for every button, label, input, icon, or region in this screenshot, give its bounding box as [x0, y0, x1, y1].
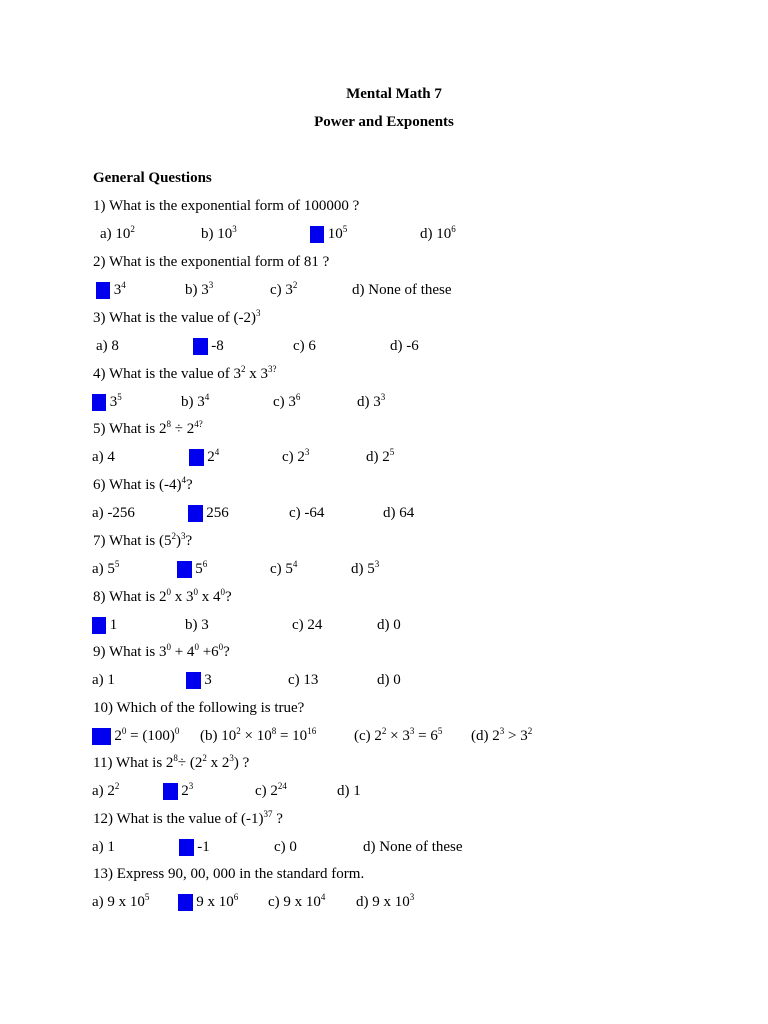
q1-option-c — [310, 226, 347, 243]
text-span: c) 6 — [293, 338, 316, 354]
question-3 — [93, 310, 261, 327]
text-span: c) 3 — [273, 394, 296, 410]
exponent-text: 8 — [166, 419, 171, 429]
text-span: c) 2 — [255, 783, 278, 799]
text-span: 10) Which of the following is true? — [93, 700, 305, 716]
exponent-text: 5 — [144, 892, 150, 902]
question-1 — [93, 198, 359, 215]
q2-option-d — [352, 282, 452, 299]
text-span: -1 — [193, 839, 210, 855]
document-subtitle: Power and Exponents — [314, 114, 454, 130]
exponent-text: 3 — [380, 392, 386, 402]
q12-option-c — [274, 839, 297, 856]
text-span: 2 — [110, 728, 122, 744]
exponent-text: 6 — [233, 892, 239, 902]
exponent-text: 4 — [121, 280, 126, 290]
text-span: ÷ 2 — [170, 421, 195, 437]
q12-option-d — [363, 839, 463, 856]
text-span: ? — [185, 533, 193, 549]
text-span: (c) 2 — [354, 728, 382, 744]
text-span: a) 8 — [96, 338, 119, 354]
text-span: 1 — [106, 617, 118, 633]
q10-option-a — [92, 728, 179, 745]
exponent-text: 2 — [114, 781, 120, 791]
text-span: 8) What is 2 — [93, 589, 167, 605]
text-span: d) 2 — [366, 449, 390, 465]
q3-option-b — [193, 338, 224, 355]
q7-option-c — [270, 561, 297, 578]
text-span: 3 — [200, 672, 212, 688]
exponent-text: 3 — [256, 308, 261, 318]
exponent-text: 2 — [202, 753, 207, 763]
exponent-text: 4 — [292, 559, 298, 569]
q10-option-c — [354, 728, 442, 745]
q13-option-c — [268, 894, 325, 911]
answer-highlight: b) — [164, 783, 177, 799]
q12-option-b — [179, 839, 210, 856]
exponent-text: 5 — [437, 726, 443, 736]
text-span: c) 9 x 10 — [268, 894, 321, 910]
exponent-text: 3? — [268, 364, 277, 374]
text-span: d) 10 — [420, 226, 452, 242]
answer-highlight: b) — [190, 449, 203, 465]
exponent-text: 4 — [181, 475, 186, 485]
text-span: d) -6 — [390, 338, 419, 354]
text-span: d) 9 x 10 — [356, 894, 410, 910]
question-10 — [93, 700, 304, 717]
q1-option-d — [420, 226, 456, 243]
exponent-text: 3 — [374, 559, 380, 569]
q8-option-c — [292, 617, 322, 634]
exponent-text: 3 — [499, 726, 505, 736]
question-2 — [93, 254, 329, 271]
exponent-text: 3 — [409, 892, 415, 902]
exponent-text: 3 — [304, 447, 310, 457]
q5-option-b — [189, 449, 219, 466]
exponent-text: 0 — [220, 587, 225, 597]
question-7 — [93, 533, 192, 550]
exponent-text: 2 — [130, 224, 135, 234]
exponent-text: 4 — [204, 392, 210, 402]
exponent-text: 3 — [409, 726, 415, 736]
exponent-text: 0 — [194, 642, 199, 652]
document-title: Mental Math 7 — [346, 86, 442, 102]
text-span: c) 13 — [288, 672, 319, 688]
text-span: 9) What is 3 — [93, 644, 167, 660]
exponent-text: 2 — [381, 726, 387, 736]
exponent-text: 37 — [263, 809, 273, 819]
text-span: a) 2 — [92, 783, 115, 799]
question-6 — [93, 477, 193, 494]
answer-highlight: c) — [311, 226, 323, 242]
exponent-text: 2 — [236, 726, 241, 736]
question-13 — [93, 866, 364, 883]
q13-option-b — [178, 894, 238, 911]
text-span: = (100) — [126, 728, 175, 744]
q7-option-b — [177, 561, 207, 578]
text-span: 9 x 10 — [192, 894, 234, 910]
text-span: 1) What is the exponential form of 100000 ? — [93, 198, 360, 214]
text-span: d) 3 — [357, 394, 381, 410]
q1-option-b — [201, 226, 237, 243]
text-span: 2) What is the exponential form of 81 ? — [93, 254, 330, 270]
exponent-text: 6 — [295, 392, 301, 402]
text-span: a) 5 — [92, 561, 115, 577]
exponent-text: 3 — [208, 280, 214, 290]
text-span: a) 4 — [92, 449, 115, 465]
text-span: 3) What is the value of (-2) — [93, 310, 257, 326]
text-span: 256 — [202, 505, 229, 521]
answer-highlight: b) — [189, 505, 202, 521]
answer-highlight: a) — [93, 617, 105, 633]
text-span: 10 — [324, 226, 343, 242]
q9-option-c — [288, 672, 318, 689]
q5-option-a — [92, 449, 115, 466]
exponent-text: 0 — [193, 587, 198, 597]
text-span: = 10 — [276, 728, 308, 744]
text-span: d) 64 — [383, 505, 415, 521]
text-span: 11) What is 2 — [93, 755, 174, 771]
answer-highlight: (a) — [93, 728, 110, 744]
answer-highlight: b) — [194, 338, 207, 354]
text-span: ) ? — [233, 755, 250, 771]
text-span: c) 24 — [292, 617, 323, 633]
q5-option-d — [366, 449, 394, 466]
text-span: ? — [185, 477, 193, 493]
exponent-text: 4? — [194, 419, 203, 429]
exponent-text: 2 — [292, 280, 298, 290]
exponent-text: 3 — [180, 531, 186, 541]
exponent-text: 5 — [117, 392, 122, 402]
q11-option-d — [337, 783, 361, 800]
exponent-text: 8 — [173, 753, 178, 763]
text-span: x 3 — [170, 589, 194, 605]
exponent-text: 2 — [527, 726, 533, 736]
q2-option-b — [185, 282, 213, 299]
text-span: x 3 — [249, 366, 269, 382]
question-8 — [93, 589, 232, 606]
exponent-text: 3 — [232, 224, 237, 234]
text-span: d) None of these — [363, 839, 463, 855]
question-5 — [93, 421, 203, 438]
text-span: = 6 — [414, 728, 438, 744]
question-4 — [93, 366, 277, 383]
text-span: ? — [223, 644, 230, 660]
text-span: c) -64 — [289, 505, 325, 521]
q4-option-b — [181, 394, 209, 411]
text-span: a) 1 — [92, 672, 115, 688]
exponent-text: 5 — [342, 224, 348, 234]
answer-highlight: b) — [180, 839, 193, 855]
q12-option-a — [92, 839, 115, 856]
q7-option-a — [92, 561, 119, 578]
text-span: 4) What is the value of 3 — [93, 366, 242, 382]
q9-option-a — [92, 672, 115, 689]
exponent-text: 3 — [188, 781, 194, 791]
text-span: d) 0 — [377, 617, 401, 633]
text-span: > 3 — [504, 728, 528, 744]
text-span: 5 — [191, 561, 203, 577]
text-span: c) 3 — [270, 282, 293, 298]
q8-option-a — [92, 617, 117, 634]
q3-option-a — [96, 338, 119, 355]
q5-option-c — [282, 449, 309, 466]
text-span: c) 2 — [282, 449, 305, 465]
text-span: 2 — [203, 449, 215, 465]
text-span: ) — [175, 533, 181, 549]
q3-option-c — [293, 338, 316, 355]
exponent-text: 16 — [307, 726, 317, 736]
text-span: d) 1 — [337, 783, 361, 799]
exponent-text: 5 — [114, 559, 120, 569]
text-span: 6) What is (-4) — [93, 477, 182, 493]
text-span: d) 5 — [351, 561, 375, 577]
q2-option-a — [96, 282, 126, 299]
exponent-text: 0 — [166, 642, 171, 652]
text-span: 3 — [110, 282, 122, 298]
text-span: a) 9 x 10 — [92, 894, 145, 910]
text-span: a) 10 — [100, 226, 131, 242]
exponent-text: 4 — [214, 447, 220, 457]
exponent-text: 24 — [277, 781, 287, 791]
q6-option-a — [92, 505, 135, 522]
exponent-text: 8 — [271, 726, 277, 736]
text-span: d) 0 — [377, 672, 401, 688]
q9-option-d — [377, 672, 401, 689]
q6-option-b — [188, 505, 229, 522]
text-span: 5) What is 2 — [93, 421, 167, 437]
exponent-text: 4 — [320, 892, 326, 902]
q10-option-b — [200, 728, 316, 745]
text-span: 3 — [106, 394, 118, 410]
text-span: ÷ (2 — [177, 755, 203, 771]
text-span: -8 — [207, 338, 224, 354]
text-span: b) 3 — [181, 394, 205, 410]
text-span: a) 1 — [92, 839, 115, 855]
q10-option-d — [471, 728, 532, 745]
answer-highlight: a) — [97, 282, 109, 298]
text-span: b) 3 — [185, 617, 209, 633]
text-span: b) 10 — [201, 226, 233, 242]
answer-highlight: b) — [187, 672, 200, 688]
q3-option-d — [390, 338, 419, 355]
answer-highlight: b) — [178, 561, 191, 577]
question-11 — [93, 755, 249, 772]
text-span: × 3 — [386, 728, 410, 744]
text-span: x 2 — [206, 755, 230, 771]
text-span: d) None of these — [352, 282, 452, 298]
answer-highlight: b) — [179, 894, 192, 910]
q2-option-c — [270, 282, 297, 299]
exponent-text: 2 — [171, 531, 176, 541]
text-span: 7) What is (5 — [93, 533, 172, 549]
q7-option-d — [351, 561, 379, 578]
q8-option-d — [377, 617, 401, 634]
exponent-text: 0 — [121, 726, 127, 736]
q6-option-d — [383, 505, 414, 522]
exponent-text: 0 — [174, 726, 180, 736]
q11-option-c — [255, 783, 287, 800]
text-span: c) 0 — [274, 839, 297, 855]
text-span: (b) 10 — [200, 728, 237, 744]
exponent-text: 6 — [202, 559, 208, 569]
q13-option-d — [356, 894, 414, 911]
question-12 — [93, 811, 283, 828]
text-span: x 4 — [197, 589, 221, 605]
q1-option-a — [100, 226, 135, 243]
question-9 — [93, 644, 230, 661]
text-span: × 10 — [240, 728, 272, 744]
section-heading: General Questions — [93, 170, 212, 186]
q13-option-a — [92, 894, 149, 911]
text-span: ? — [272, 811, 283, 827]
exponent-text: 0 — [166, 587, 171, 597]
answer-highlight: a) — [93, 394, 105, 410]
q8-option-b — [185, 617, 209, 634]
q4-option-d — [357, 394, 385, 411]
q11-option-a — [92, 783, 119, 800]
text-span: 13) Express 90, 00, 000 in the standard form. — [93, 866, 365, 882]
text-span: + 4 — [170, 644, 195, 660]
exponent-text: 0 — [218, 642, 224, 652]
text-span: 12) What is the value of (-1) — [93, 811, 264, 827]
q11-option-b — [163, 783, 193, 800]
q4-option-a — [92, 394, 122, 411]
text-span: +6 — [198, 644, 219, 660]
q9-option-b — [186, 672, 212, 689]
exponent-text: 6 — [451, 224, 456, 234]
exponent-text: 2 — [241, 364, 246, 374]
text-span: 2 — [177, 783, 189, 799]
q6-option-c — [289, 505, 324, 522]
text-span: a) -256 — [92, 505, 135, 521]
text-span: (d) 2 — [471, 728, 500, 744]
text-span: ? — [224, 589, 232, 605]
text-span: c) 5 — [270, 561, 293, 577]
exponent-text: 3 — [229, 753, 234, 763]
exponent-text: 5 — [389, 447, 395, 457]
q4-option-c — [273, 394, 300, 411]
text-span: b) 3 — [185, 282, 209, 298]
